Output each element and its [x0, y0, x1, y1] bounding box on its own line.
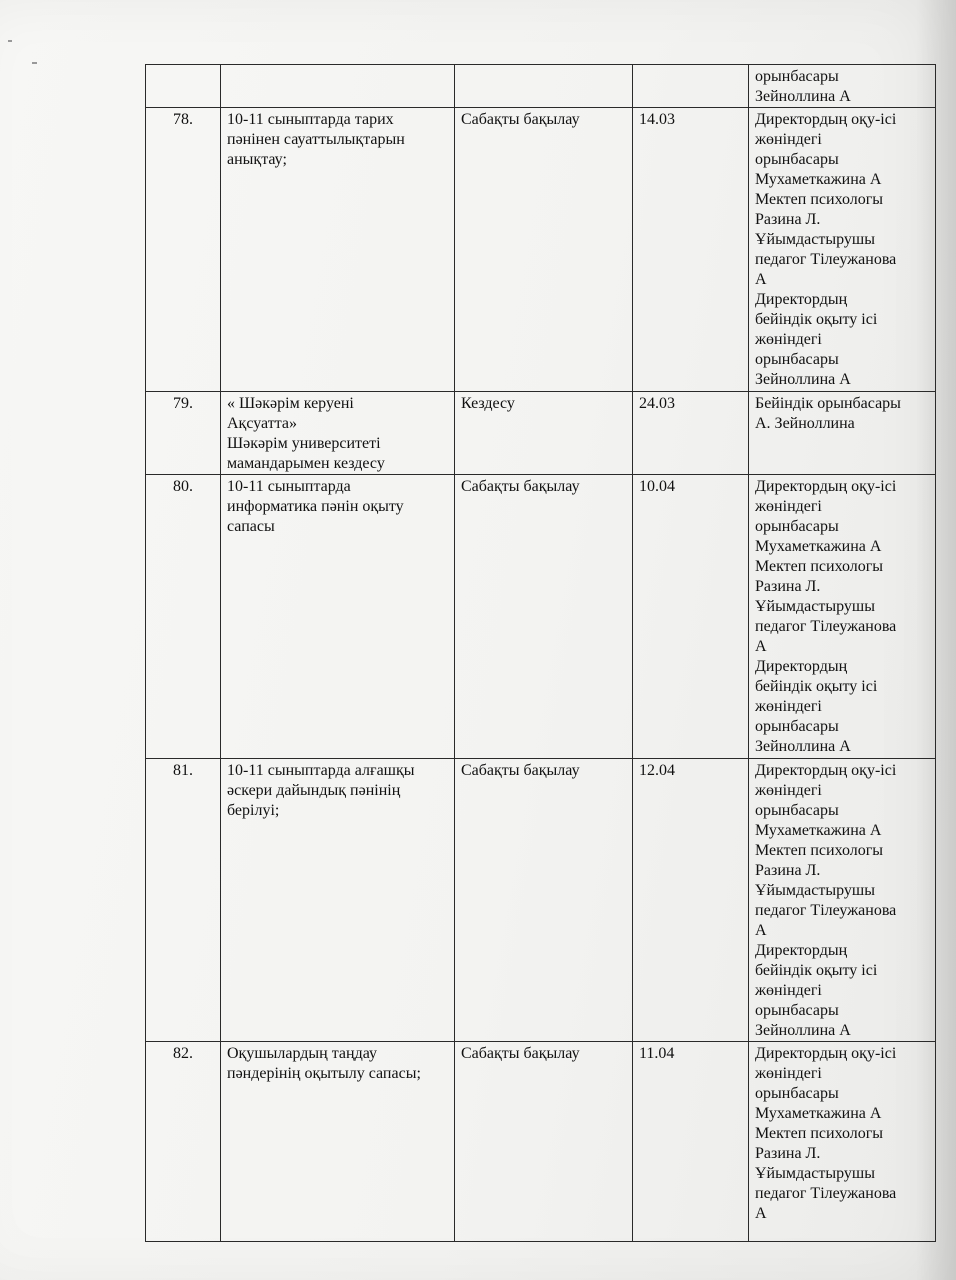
- event-cell: « Шәкәрім керуені Ақсуатта» Шәкәрім университеті мамандарымен кездесу: [221, 392, 455, 475]
- form-cell: Сабақты бақылау: [455, 759, 633, 1042]
- event-cell: [221, 65, 455, 108]
- row-number: 79.: [146, 392, 221, 475]
- date-cell: [633, 65, 749, 108]
- table-row: [146, 1042, 936, 1242]
- table-row: [146, 475, 936, 759]
- row-number: 78.: [146, 108, 221, 392]
- event-plan-table: [145, 64, 936, 1242]
- form-cell: Кездесу: [455, 392, 633, 475]
- date-cell: 24.03: [633, 392, 749, 475]
- date-cell: 11.04: [633, 1042, 749, 1242]
- responsible-cell: Директордың оқу-ісі жөніндегі орынбасары Мухаметкажина А Мектеп психологы Разина Л. Ұйымдастырушы педагог Тілеужанова А Директордың бейіндік оқыту ісі жөніндегі орынбасары Зейноллина А: [749, 759, 936, 1042]
- table-row: [146, 759, 936, 1042]
- table-row: [146, 108, 936, 392]
- row-number: 80.: [146, 475, 221, 759]
- table-row: [146, 65, 936, 108]
- date-cell: 14.03: [633, 108, 749, 392]
- date-cell: 10.04: [633, 475, 749, 759]
- row-number: 82.: [146, 1042, 221, 1242]
- responsible-cell: Директордың оқу-ісі жөніндегі орынбасары Мухаметкажина А Мектеп психологы Разина Л. Ұйымдастырушы педагог Тілеужанова А Директордың бейіндік оқыту ісі жөніндегі орынбасары Зейноллина А: [749, 108, 936, 392]
- dust-speck: [8, 40, 12, 42]
- event-cell: Оқушылардың таңдау пәндерінің оқытылу сапасы;: [221, 1042, 455, 1242]
- responsible-cell: Бейіндік орынбасары А. Зейноллина: [749, 392, 936, 475]
- form-cell: Сабақты бақылау: [455, 108, 633, 392]
- date-cell: 12.04: [633, 759, 749, 1042]
- responsible-cell: орынбасары Зейноллина А: [749, 65, 936, 108]
- row-number: [146, 65, 221, 108]
- responsible-cell: Директордың оқу-ісі жөніндегі орынбасары Мухаметкажина А Мектеп психологы Разина Л. Ұйымдастырушы педагог Тілеужанова А Директордың бейіндік оқыту ісі жөніндегі орынбасары Зейноллина А: [749, 475, 936, 759]
- dust-speck: [32, 62, 37, 64]
- event-cell: 10-11 сыныптарда тарих пәнінен сауаттылықтарын анықтау;: [221, 108, 455, 392]
- event-cell: 10-11 сыныптарда информатика пәнін оқыту сапасы: [221, 475, 455, 759]
- event-cell: 10-11 сыныптарда алғашқы әскери дайындық пәнінің берілуі;: [221, 759, 455, 1042]
- table-row: [146, 392, 936, 475]
- row-number: 81.: [146, 759, 221, 1042]
- form-cell: Сабақты бақылау: [455, 475, 633, 759]
- responsible-cell: Директордың оқу-ісі жөніндегі орынбасары Мухаметкажина А Мектеп психологы Разина Л. Ұйымдастырушы педагог Тілеужанова А: [749, 1042, 936, 1242]
- form-cell: [455, 65, 633, 108]
- form-cell: Сабақты бақылау: [455, 1042, 633, 1242]
